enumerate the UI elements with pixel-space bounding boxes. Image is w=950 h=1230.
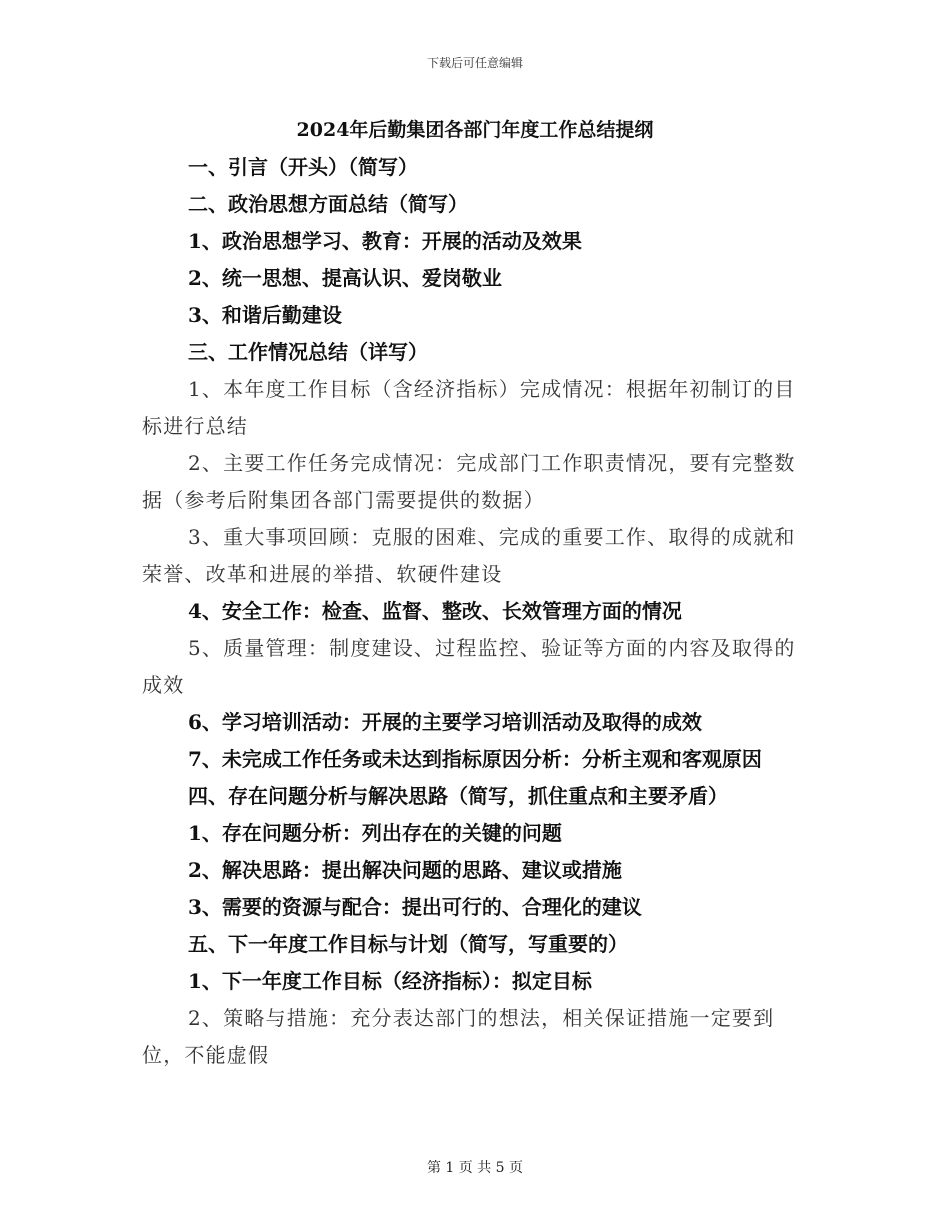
work-item-2: 2、主要工作任务完成情况：完成部门工作职责情况，要有完整数据（参考后附集团各部门需要提供的数据） (142, 451, 796, 512)
next-year-item-2: 2、策略与措施：充分表达部门的想法，相关保证措施一定要到位，不能虚假 (142, 1006, 775, 1067)
work-item-1: 1、本年度工作目标（含经济指标）完成情况：根据年初制订的目标进行总结 (142, 377, 796, 438)
problems-item-1: 1、存在问题分析：列出存在的关键的问题 (188, 821, 562, 845)
work-item-3: 3、重大事项回顾：克服的困难、完成的重要工作、取得的成就和荣誉、改革和进展的举措、软硬件建设 (142, 525, 796, 586)
work-item-6: 6、学习培训活动：开展的主要学习培训活动及取得的成效 (188, 710, 702, 734)
work-item-7: 7、未完成工作任务或未达到指标原因分析：分析主观和客观原因 (188, 747, 762, 771)
document-body (142, 149, 808, 1074)
problems-item-3: 3、需要的资源与配合：提出可行的、合理化的建议 (188, 895, 642, 919)
politics-item-3: 3、和谐后勤建设 (188, 303, 342, 327)
section-heading-politics: 二、政治思想方面总结（简写） (188, 192, 468, 216)
next-year-item-1: 1、下一年度工作目标（经济指标）：拟定目标 (188, 969, 592, 993)
work-item-5: 5、质量管理：制度建设、过程监控、验证等方面的内容及取得的成效 (142, 636, 796, 697)
section-heading-work: 三、工作情况总结（详写） (188, 340, 428, 364)
work-item-4: 4、安全工作：检查、监督、整改、长效管理方面的情况 (188, 599, 682, 623)
document-title: 2024年后勤集团各部门年度工作总结提纲 (296, 119, 654, 141)
politics-item-2: 2、统一思想、提高认识、爱岗敬业 (188, 266, 502, 290)
intro-heading: 一、引言（开头）（简写） (188, 155, 418, 179)
problems-item-2: 2、解决思路：提出解决问题的思路、建议或措施 (188, 858, 622, 882)
section-heading-next-year: 五、下一年度工作目标与计划（简写，写重要的） (188, 932, 628, 956)
section-heading-problems: 四、存在问题分析与解决思路（简写，抓住重点和主要矛盾） (188, 784, 728, 808)
politics-item-1: 1、政治思想学习、教育：开展的活动及效果 (188, 229, 582, 253)
page-footer: 第 1 页 共 5 页 (426, 1160, 524, 1176)
page-header: 下载后可任意编辑 (426, 56, 523, 70)
